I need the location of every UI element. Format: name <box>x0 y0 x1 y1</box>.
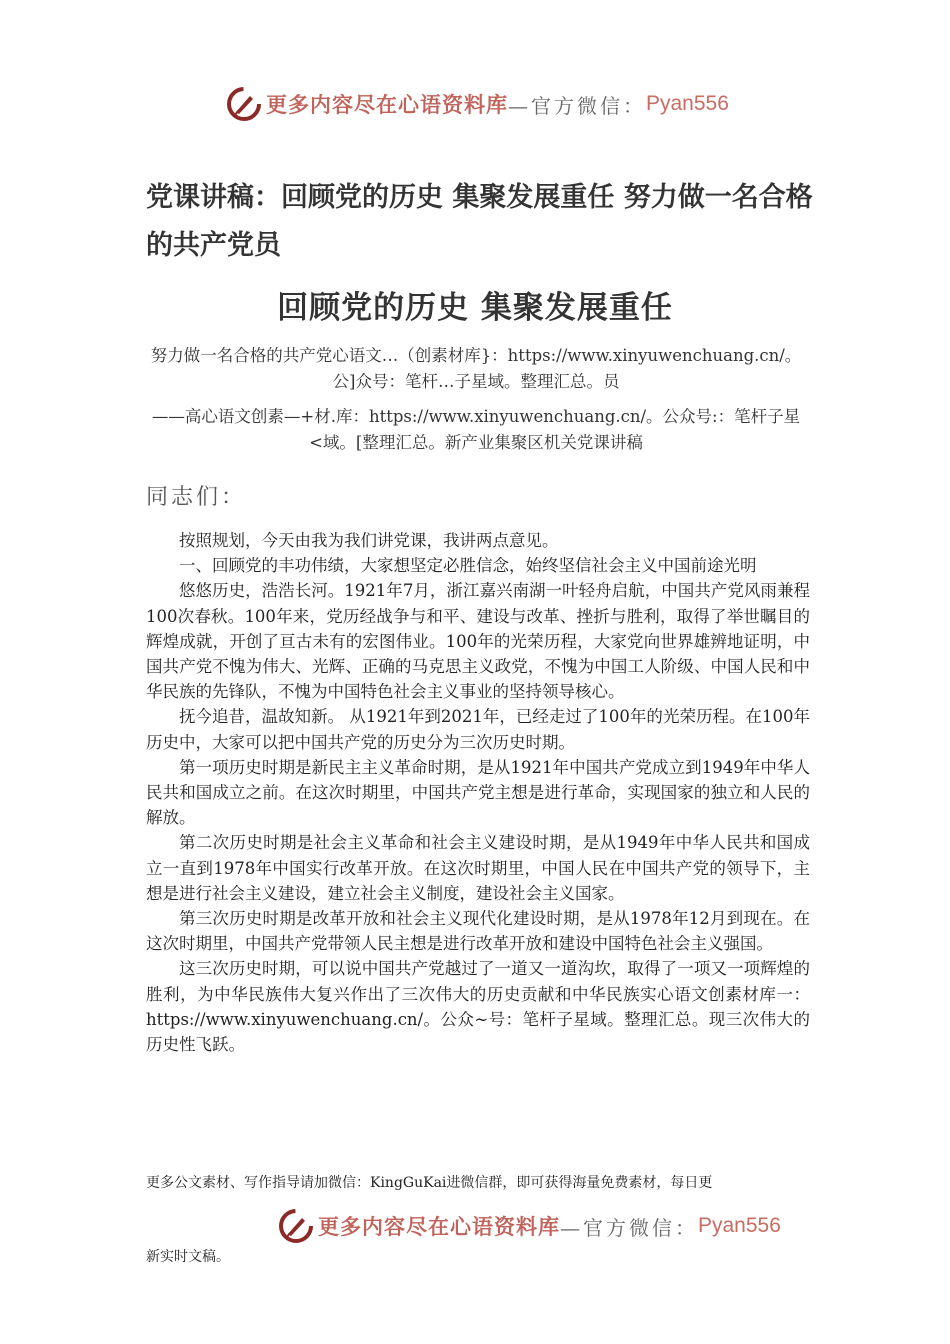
paragraph: 这三次历史时期，可以说中国共产党越过了一道又一道沟坎，取得了一项又一项辉煌的胜利，为中华民族伟大复兴作出了三次伟大的历史贡献和中华民族实心语文创素材库一：https://www.xinyuwenchuang.cn/。公众~号：笔杆子星域。整理汇总。现三次伟大的历史性飞跃。 <box>146 959 810 1055</box>
paragraph: 按照规划，今天由我为我们讲党课，我讲两点意见。 <box>179 531 559 550</box>
paragraph: 抚今追昔，温故知新。 从1921年到2021年，已经走过了100年的光荣历程。在100年历史中，大家可以把中国共产党的历史分为三次历史时期。 <box>146 707 810 752</box>
watermark-banner-bottom <box>278 1208 781 1244</box>
paragraph: 第二次历史时期是社会主义革命和社会主义建设时期，是从1949年中华人民共和国成立一直到1978年中国实行改革开放。在这次时期里，中国人民在中国共产党的领导下，主想是进行社会主义建设，建立社会主义制度，建设社会主义国家。 <box>146 833 810 903</box>
paragraph: 一、回顾党的丰功伟绩，大家想坚定必胜信念，始终坚信社会主义中国前途光明 <box>179 556 757 576</box>
quill-pen-logo-icon <box>278 1208 314 1244</box>
footer-promo-text: 更多公文素材、写作指导请加微信：KingGuKai进微信群，即可获得海量免费素材，每日更 <box>146 1175 713 1191</box>
paragraph: 悠悠历史，浩浩长河。1921年7月，浙江嘉兴南湖一叶轻舟启航，中国共产党风雨兼程100次春秋。100年来，党历经战争与和平、建设与改革、挫折与胜利，取得了举世瞩目的辉煌成就，开创了亘古未有的宏图伟业。100年的光荣历程，大家党向世界雄辨地证明，中国共产党不愧为伟大、光辉、正确的马克思主义政党，不愧为中国工人阶级、中国人民和中华民族的先锋队，不愧为中国特色社会主义事业的坚持领导核心。 <box>146 581 810 702</box>
banner-site-text: 更多内容尽在心语资料库 <box>266 92 508 117</box>
quill-pen-logo-icon <box>226 86 262 122</box>
greeting: 同志们： <box>146 485 247 510</box>
banner-dash-text: —官方微信： <box>560 1215 698 1240</box>
header-block-2: ——高心语文创素—+材.库：https://www.xinyuwenchuang.cn/。公众号:：笔杆子星<域。[整理汇总。新产业集聚区机关党课讲稿 <box>151 407 801 452</box>
header-block-1: 努力做一名合格的共产党心语文…（创素材库}：https://www.xinyuwenchuang.cn/。公]众号：笔杆…子星域。整理汇总。员 <box>150 346 802 391</box>
paragraph: 第一项历史时期是新民主主义革命时期，是从1921年中国共产党成立到1949年中华人民共和国成立之前。在这次时期里，中国共产党主想是进行革命，实现国家的独立和人民的解放。 <box>146 757 810 828</box>
footer-tail-text: 新实时文稿。 <box>146 1249 230 1265</box>
watermark-banner-top <box>226 86 729 122</box>
document-body <box>146 528 810 1057</box>
paragraph: 第三次历史时期是改革开放和社会主义现代化建设时期，是从1978年12月到现在。在这次时期里，中国共产党带领人民主想是进行改革开放和建设中国特色社会主义强国。 <box>146 909 810 954</box>
banner-wechat-id: Pyan556 <box>646 92 729 115</box>
banner-dash-text: —官方微信： <box>508 93 646 118</box>
banner-site-text: 更多内容尽在心语资料库 <box>318 1214 560 1239</box>
document-main-title: 党课讲稿：回顾党的历史 集聚发展重任 努力做一名合格的共产党员 <box>146 182 813 261</box>
document-sub-title: 回顾党的历史 集聚发展重任 <box>277 290 673 326</box>
banner-wechat-id: Pyan556 <box>698 1214 781 1237</box>
